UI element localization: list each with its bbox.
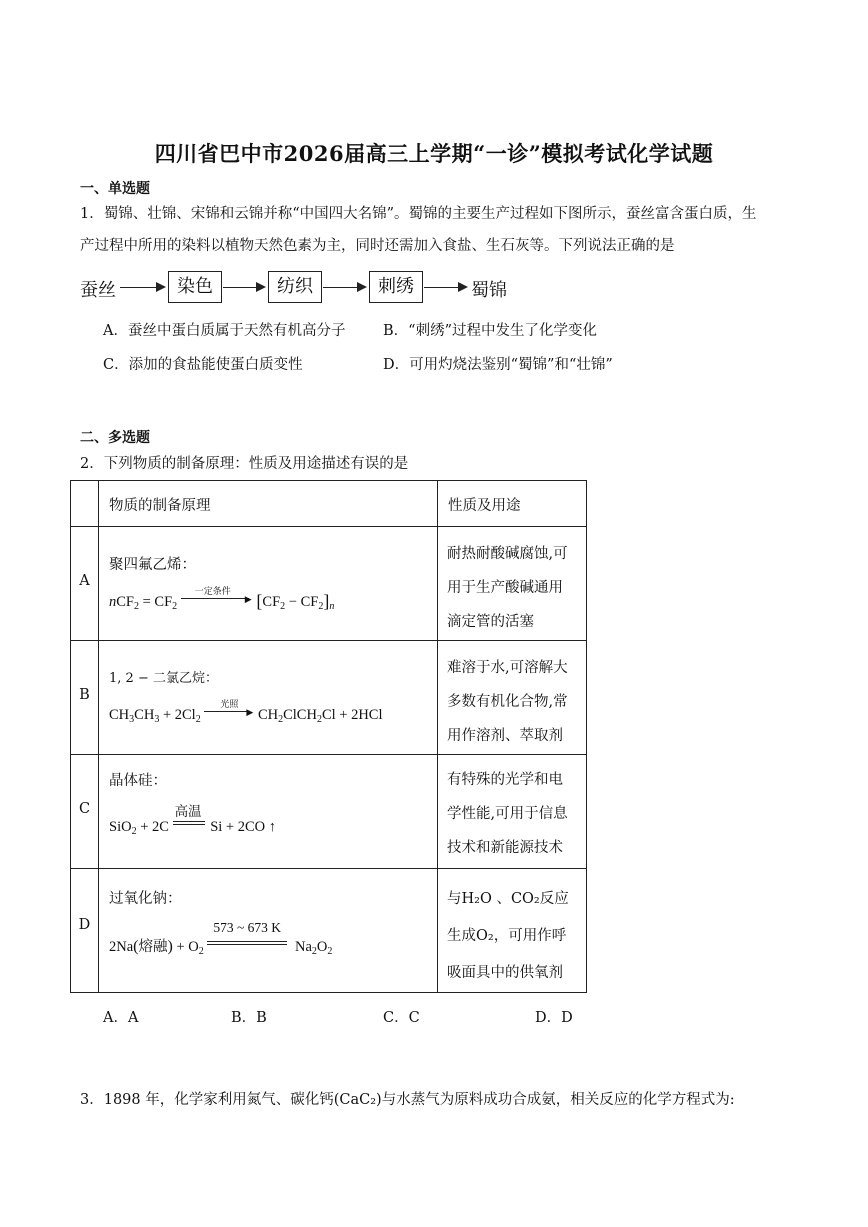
flow-arrow [424,287,466,288]
table-row [71,869,587,993]
row-a-use-line2: 用于生产酸碱通用 [447,580,563,596]
row-c-equation: SiO$_2$ + 2C 高温 Si + 2CO ↑ [109,817,276,837]
q2-option-d: D．D [535,1010,573,1026]
q1-stem-line2: 产过程中所用的染料以植物天然色素为主，同时还需加入食盐、生石灰等。下列说法正确的是 [80,238,675,254]
row-a-use-line1: 耐热耐酸碱腐蚀,可 [447,546,568,562]
row-label-c: C [78,800,91,817]
page-title: 四川省巴中市2026届高三上学期“一诊”模拟考试化学试题 [154,141,714,166]
q2-option-a: A．A [103,1010,139,1026]
q2-option-b: B．B [231,1010,267,1026]
row-b-condition: 光照 [220,699,239,709]
row-b-substance: 1, 2 − 二氯乙烷： [109,671,218,686]
row-a-equation: $nCF_2 = CF_2$ 一定条件 ▶ $[CF_2 - CF_2]_n$ [109,586,335,612]
flow-step-weaving: 纺织 [268,271,322,303]
flow-step-dyeing: 染色 [168,271,222,303]
row-d-use-line1: 与H₂O 、CO₂反应 [447,891,569,907]
row-c-condition: 高温 [174,804,202,820]
row-c-substance: 晶体硅： [109,773,167,789]
q1-option-a: A．蚕丝中蛋白质属于天然有机高分子 [103,323,346,339]
header-properties-uses: 性质及用途 [448,498,521,514]
flow-arrow [120,287,164,288]
q3-stem: 3．1898 年，化学家利用氮气、碳化钙(CaC₂)与水蒸气为原料成功合成氨，相关反应的化学方程式为: [80,1092,735,1108]
q2-stem: 2．下列物质的制备原理：性质及用途描述有误的是 [80,456,409,472]
row-c-use-line1: 有特殊的光学和电 [447,772,563,788]
table-row [71,527,587,641]
row-c-use-line3: 技术和新能源技术 [447,840,563,856]
q2-table [70,480,587,993]
header-preparation: 物质的制备原理 [109,498,211,514]
q1-option-b: B．“刺绣”过程中发生了化学变化 [383,323,597,339]
table-row [71,641,587,755]
row-d-equation: 2Na(熔融) + $O_2$ 573 ~ 673 K $Na_2O_2$ [109,920,333,957]
flow-start-silk: 蚕丝 [80,280,116,301]
q2-option-c: C．C [383,1010,420,1026]
section-heading-single-choice: 一、单选题 [80,181,150,197]
section-heading-multi-choice: 二、多选题 [80,430,150,446]
flow-arrow [323,287,365,288]
row-a-substance: 聚四氟乙烯： [109,557,196,573]
row-d-substance: 过氧化钠： [109,891,182,907]
table-row [71,755,587,869]
row-label-d: D [78,916,91,933]
q1-option-c: C．添加的食盐能使蛋白质变性 [103,357,303,373]
flow-arrow [223,287,264,288]
row-b-use-line1: 难溶于水,可溶解大 [447,660,568,676]
flow-step-embroidery: 刺绣 [369,271,423,303]
row-b-equation: $CH_3CH_3 + 2Cl_2$ 光照 ▶ $CH_2ClCH_2Cl + 2HCl$ [109,699,383,725]
row-label-a: A [79,572,90,589]
row-d-condition: 573 ~ 673 K [213,920,282,935]
row-label-b: B [79,686,90,703]
q1-option-d: D．可用灼烧法鉴别“蜀锦”和“壮锦” [383,357,613,373]
q1-stem-line1: 1．蜀锦、壮锦、宋锦和云锦并称“中国四大名锦”。蜀锦的主要生产过程如下图所示，蚕丝富含蛋白质，生 [80,206,757,222]
row-a-condition: 一定条件 [194,586,231,596]
row-d-use-line3: 吸面具中的供氧剂 [447,965,563,981]
table-header-row [71,481,587,527]
row-d-use-line2: 生成O₂，可用作呼 [447,928,567,944]
row-b-use-line3: 用作溶剂、萃取剂 [447,728,563,744]
row-a-use-line3: 滴定管的活塞 [447,614,534,630]
flow-end-shu-brocade: 蜀锦 [471,280,507,301]
row-c-use-line2: 学性能,可用于信息 [447,806,568,822]
row-b-use-line2: 多数有机化合物,常 [447,694,568,710]
